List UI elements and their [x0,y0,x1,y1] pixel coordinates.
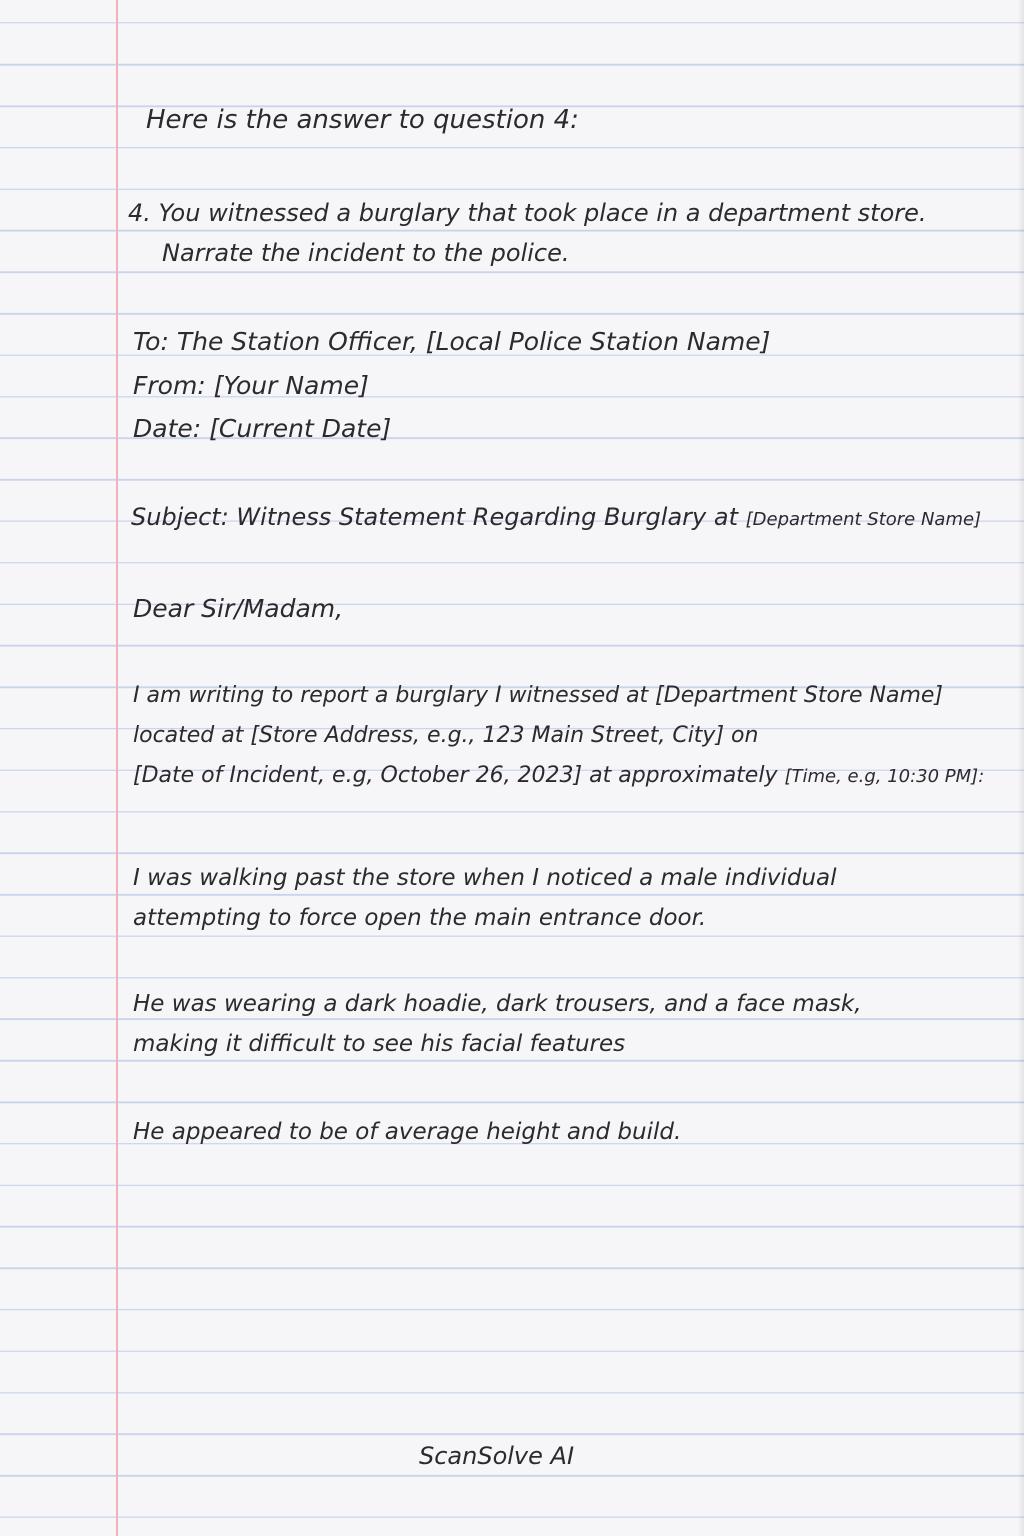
paragraph-3 [133,984,862,1064]
paragraph-4 [133,1112,681,1152]
question-line-1: 4. You witnessed a burglary that took place in a department store. [128,199,927,227]
paragraph-1-line-3-text: [Date of Incident, e.g, October 26, 2023] at approximately [133,763,785,788]
page-edge-shadow [1018,0,1024,1536]
margin-line [116,0,118,1536]
subject-text: Subject: Witness Statement Regarding Burglary at [131,503,746,531]
paragraph-2-line-1: I was walking past the store when I noticed a male individual [133,865,837,891]
paragraph-1-line-3 [133,756,984,797]
subject-store: [Department Store Name] [745,509,982,530]
salutation: Dear Sir/Madam, [133,594,344,623]
brand-footer: ScanSolve AI [419,1442,575,1470]
paragraph-3-line-2: making it difficult to see his facial features [133,1031,626,1057]
subject-line [131,497,981,540]
paragraph-1-line-2: located at [Store Address, e.g., 123 Main Street, City] on [133,723,759,748]
paragraph-4-line-1: He appeared to be of average height and build. [133,1119,682,1145]
paragraph-1-line-1: I am writing to report a burglary I witnessed at [Department Store Name] [133,683,943,708]
date-line: Date: [Current Date] [133,414,392,443]
paragraph-3-line-1: He was wearing a dark hoadie, dark trousers, and a face mask, [133,991,862,1017]
question-text [128,193,927,273]
intro-text: Here is the answer to question 4: [146,105,579,135]
paragraph-2 [133,858,837,938]
from-line: From: [Your Name] [133,371,369,400]
paragraph-2-line-2: attempting to force open the main entrance door. [133,905,707,931]
paragraph-1-time: [Time, e.g, 10:30 PM]: [784,766,985,787]
paragraph-1 [133,676,984,797]
question-line-2: Narrate the incident to the police. [162,239,570,267]
to-line: To: The Station Officer, [Local Police Station Name] [133,327,771,356]
